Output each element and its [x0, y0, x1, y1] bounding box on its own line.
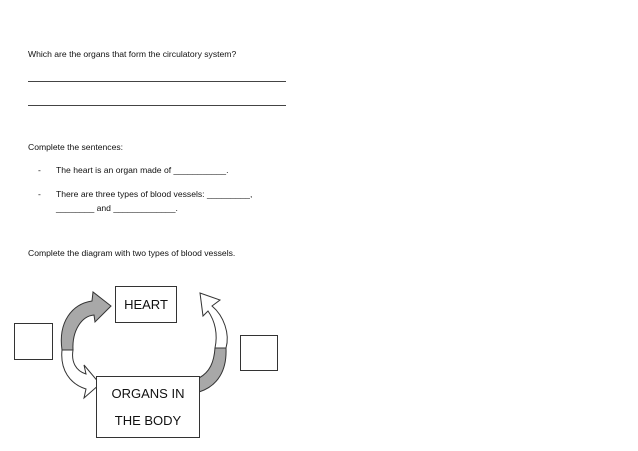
instruction-complete-diagram: Complete the diagram with two types of blood vessels. [28, 248, 236, 258]
question-organs-circulatory: Which are the organs that form the circulatory system? [28, 49, 237, 59]
organs-label-line-1: ORGANS IN [111, 386, 185, 401]
heart-box [115, 286, 177, 323]
right-blood-vessel-answer-box[interactable] [240, 335, 278, 371]
instruction-complete-sentences: Complete the sentences: [28, 142, 124, 152]
left-blood-vessel-answer-box[interactable] [14, 323, 53, 360]
curved-arrow-top-right-icon [200, 293, 227, 348]
bullet-dash: - [38, 165, 41, 175]
sentence-blood-vessels: There are three types of blood vessels: _________, [56, 189, 253, 199]
organs-in-the-body-box [96, 376, 200, 438]
curved-arrow-bottom-right-icon [199, 348, 226, 392]
organs-label-line-2: THE BODY [114, 413, 182, 428]
heart-label: HEART [124, 297, 168, 312]
curved-arrow-bottom-left-icon [62, 350, 100, 398]
sentence-blood-vessels-continued: ________ and _____________. [56, 203, 178, 213]
sentence-heart-organ: The heart is an organ made of ___________. [56, 165, 229, 175]
bullet-dash: - [38, 189, 41, 199]
curved-arrow-top-left-icon [61, 292, 111, 350]
